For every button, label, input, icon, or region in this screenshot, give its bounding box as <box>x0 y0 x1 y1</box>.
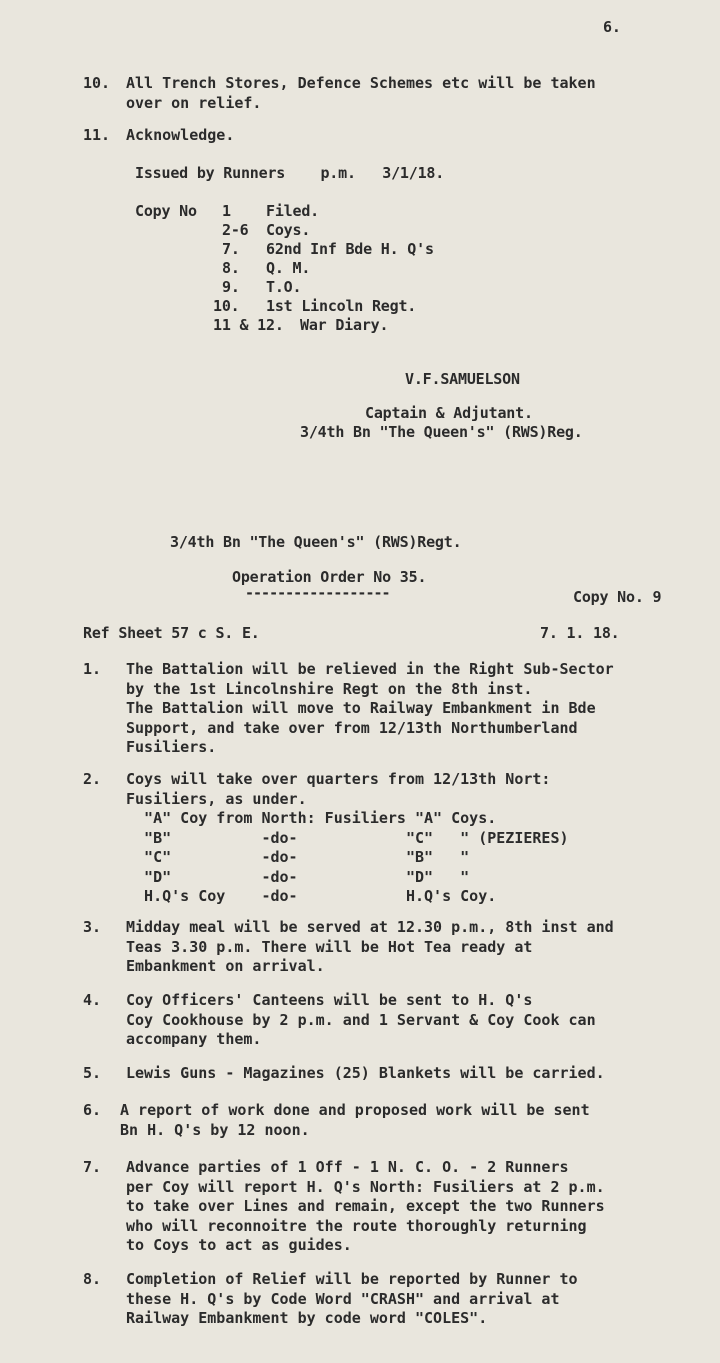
item-text: A report of work done and proposed work will be sent Bn H. Q's by 12 noon. <box>120 1101 590 1139</box>
copy-number: 10. <box>213 297 240 315</box>
item-number: 11. <box>83 126 111 144</box>
title-underline: ------------------ <box>245 584 390 602</box>
page-number: 6. <box>603 18 621 36</box>
item-text: Coy Officers' Canteens will be sent to H. Q's Coy Cookhouse by 2 p.m. and 1 Servant & Coy Cook can accompany them. <box>126 991 596 1048</box>
item-text: Lewis Guns - Magazines (25) Blankets will be carried. <box>126 1064 605 1082</box>
item-number: 2. <box>83 770 102 788</box>
item-text: All Trench Stores, Defence Schemes etc will be taken over on relief. <box>126 74 596 112</box>
copy-number: 2-6 <box>222 221 249 239</box>
copy-label: Copy No <box>135 202 197 220</box>
copy-number: 7. <box>222 240 240 258</box>
copy-number: 8. <box>222 259 240 277</box>
copy-number: 11 & 12. <box>213 316 284 334</box>
item-number: 8. <box>83 1270 102 1288</box>
item-text: Acknowledge. <box>126 126 235 144</box>
item-number: 10. <box>83 74 111 92</box>
copy-recipient: Coys. <box>266 221 311 239</box>
item-text: The Battalion will be relieved in the Right Sub-Sector by the 1st Lincolnshire Regt on the 8th inst. The Battalion will move to Railway Embankment in Bde Support, and take over from 12/13th Northumberland Fusiliers. <box>126 660 614 756</box>
item-number: 6. <box>83 1101 102 1119</box>
item-number: 3. <box>83 918 102 936</box>
order-title: Operation Order No 35. <box>232 568 427 586</box>
item-text: Advance parties of 1 Off - 1 N. C. O. - 2 Runners per Coy will report H. Q's North: Fusiliers at 2 p.m. to take over Lines and remain, except the two Runners who will reconnoitre the route thoroughly returning to Coys to act as guides. <box>126 1158 605 1254</box>
item-number: 1. <box>83 660 102 678</box>
copy-number: 1 <box>222 202 231 220</box>
copy-number: 9. <box>222 278 240 296</box>
issued-line: Issued by Runners p.m. 3/1/18. <box>135 164 445 182</box>
copy-recipient: T.O. <box>266 278 302 296</box>
item-number: 5. <box>83 1064 102 1082</box>
unit-heading: 3/4th Bn "The Queen's" (RWS)Regt. <box>170 533 462 551</box>
copy-number-label: Copy No. 9 <box>573 588 662 606</box>
item-text: Midday meal will be served at 12.30 p.m., 8th inst and Teas 3.30 p.m. There will be Hot Tea ready at Embankment on arrival. <box>126 918 614 975</box>
item-number: 4. <box>83 991 102 1009</box>
map-reference: Ref Sheet 57 c S. E. <box>83 624 260 642</box>
item-text: Coys will take over quarters from 12/13th Nort: Fusiliers, as under. "A" Coy from North: Fusiliers "A" Coys. "B" -do- "C" " (PEZIERES) "C" -do- "B" " "D" -do- "D" " H.Q's Coy -do- H.Q's Coy. <box>126 770 569 905</box>
item-number: 7. <box>83 1158 102 1176</box>
copy-recipient: War Diary. <box>300 316 389 334</box>
copy-recipient: Q. M. <box>266 259 311 277</box>
signature: V.F.SAMUELSON <box>405 370 520 388</box>
item-text: Completion of Relief will be reported by Runner to these H. Q's by Code Word "CRASH" and arrival at Railway Embankment by code word "COLES". <box>126 1270 578 1327</box>
signatory-rank: Captain & Adjutant. <box>365 404 533 422</box>
copy-recipient: Filed. <box>266 202 319 220</box>
order-date: 7. 1. 18. <box>540 624 620 642</box>
copy-recipient: 1st Lincoln Regt. <box>266 297 417 315</box>
copy-recipient: 62nd Inf Bde H. Q's <box>266 240 434 258</box>
signatory-unit: 3/4th Bn "The Queen's" (RWS)Reg. <box>300 423 583 441</box>
